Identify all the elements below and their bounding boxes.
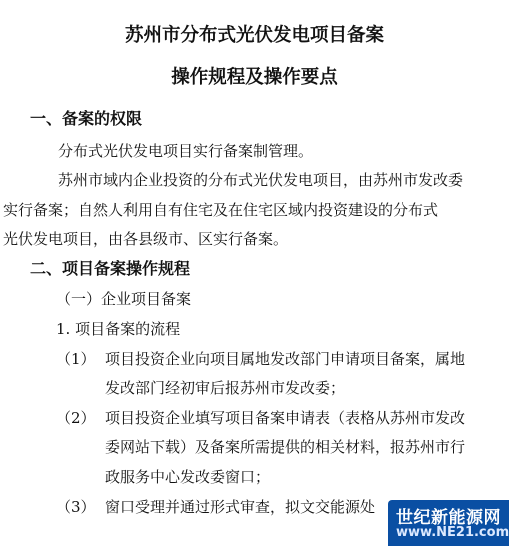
- section-heading-permissions: 一、备案的权限: [30, 109, 143, 128]
- section-heading-procedure: 二、项目备案操作规程: [30, 259, 191, 278]
- step-text-line: 项目投资企业填写项目备案申请表（表格从苏州市发改: [105, 409, 466, 427]
- paragraph-line: 分布式光伏发电项目实行备案制管理。: [58, 142, 314, 160]
- step-text-line: 窗口受理并通过形式审查，拟文交能源处: [105, 498, 376, 516]
- step-number: （1）: [56, 350, 96, 368]
- paragraph-line: 实行备案；自然人利用自有住宅及在住宅区域内投资建设的分布式: [3, 201, 439, 219]
- list-item-heading: 1. 项目备案的流程: [56, 320, 181, 338]
- subsection-heading: （一）企业项目备案: [56, 290, 192, 308]
- site-watermark: [388, 500, 509, 546]
- step-number: （3）: [56, 498, 96, 516]
- paragraph-line: 光伏发电项目，由各县级市、区实行备案。: [3, 230, 289, 248]
- step-number: （2）: [56, 409, 96, 427]
- watermark-url: www.NE21.com: [396, 525, 509, 540]
- step-text-line: 委网站下载）及备案所需提供的相关材料，报苏州市行: [105, 438, 466, 456]
- step-text-line: 政服务中心发改委窗口；: [105, 468, 271, 486]
- document-title: 苏州市分布式光伏发电项目备案: [124, 25, 384, 46]
- document-subtitle: 操作规程及操作要点: [171, 67, 338, 88]
- watermark-site-name: 世纪新能源网: [396, 508, 501, 528]
- step-text-line: 项目投资企业向项目属地发改部门申请项目备案，属地: [105, 350, 466, 368]
- step-text-line: 发改部门经初审后报苏州市发改委；: [105, 379, 346, 397]
- paragraph-line: 苏州市域内企业投资的分布式光伏发电项目，由苏州市发改委: [58, 171, 464, 189]
